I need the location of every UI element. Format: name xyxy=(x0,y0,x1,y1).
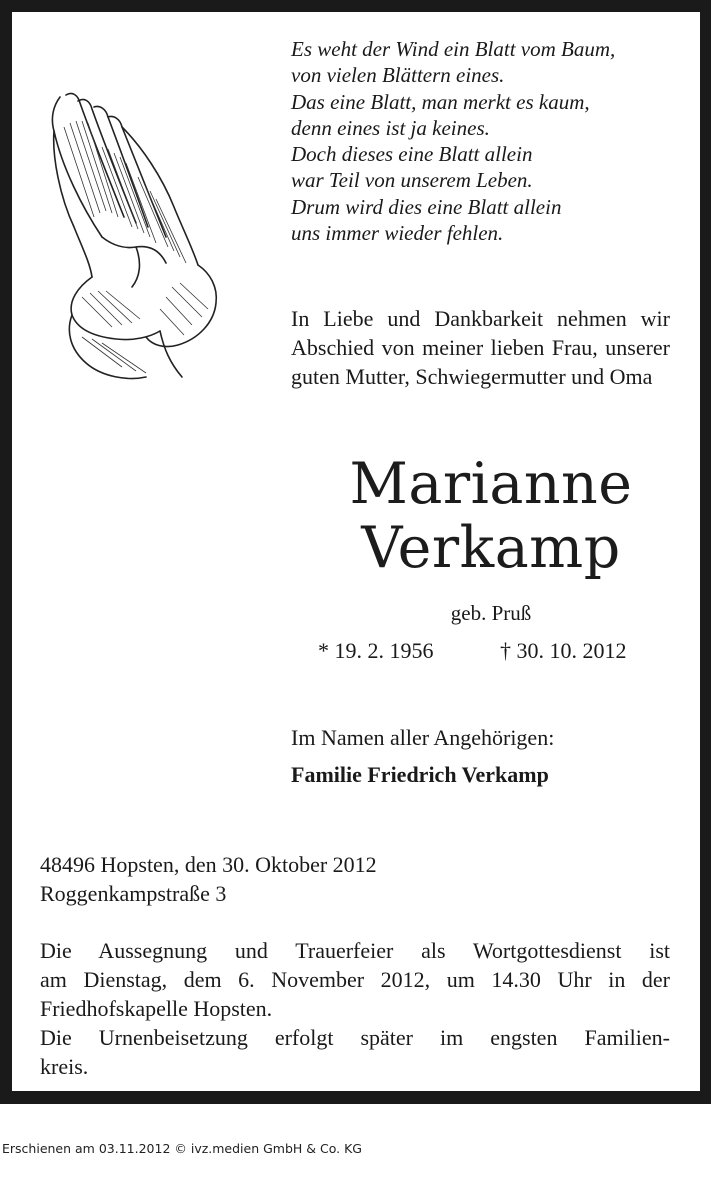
deceased-name xyxy=(291,452,691,580)
family-signature: Familie Friedrich Verkamp xyxy=(291,762,549,787)
ceremony-line: Die Aussegnung und Trauerfeier als Wortgottesdienst ist xyxy=(40,938,670,963)
intro-text: In Liebe und Dankbarkeit nehmen wir Abschied von meiner lieben Frau, unserer guten Mutter, Schwiegermutter und Oma xyxy=(291,306,670,389)
praying-hands-icon xyxy=(42,87,222,387)
maiden-name: geb. Pruß xyxy=(450,601,532,625)
death-date: † 30. 10. 2012 xyxy=(500,638,627,663)
poem-line: denn eines ist ja keines. xyxy=(291,115,490,140)
ceremony-line: kreis. xyxy=(40,1054,89,1079)
poem-line: Doch dieses eine Blatt allein xyxy=(291,142,533,167)
obituary-card xyxy=(12,12,700,1091)
behalf-label: Im Namen aller Angehörigen: xyxy=(291,725,555,750)
address-line: 48496 Hopsten, den 30. Oktober 2012 xyxy=(40,852,377,877)
publication-footer: Erschienen am 03.11.2012 © ivz.medien GmbH & Co. KG xyxy=(2,1141,362,1156)
poem-line: Drum wird dies eine Blatt allein xyxy=(291,194,562,219)
ceremony-line: Friedhofskapelle Hopsten. xyxy=(40,996,273,1021)
poem-line: von vielen Blättern eines. xyxy=(291,63,505,88)
ceremony-info xyxy=(40,936,670,1081)
first-name: Marianne xyxy=(349,451,633,517)
address-block xyxy=(40,850,377,908)
last-name: Verkamp xyxy=(361,515,621,581)
poem-line: uns immer wieder fehlen. xyxy=(291,221,504,246)
poem-line: Das eine Blatt, man merkt es kaum, xyxy=(291,89,590,114)
ceremony-line: am Dienstag, dem 6. November 2012, um 14.30 Uhr in der xyxy=(40,967,670,992)
birth-date: * 19. 2. 1956 xyxy=(318,638,434,663)
poem-line: war Teil von unserem Leben. xyxy=(291,168,533,193)
address-line: Roggenkampstraße 3 xyxy=(40,881,227,906)
ceremony-line: Die Urnenbeisetzung erfolgt später im engsten Familien- xyxy=(40,1025,670,1050)
poem xyxy=(291,36,691,246)
poem-line: Es weht der Wind ein Blatt vom Baum, xyxy=(291,37,616,61)
